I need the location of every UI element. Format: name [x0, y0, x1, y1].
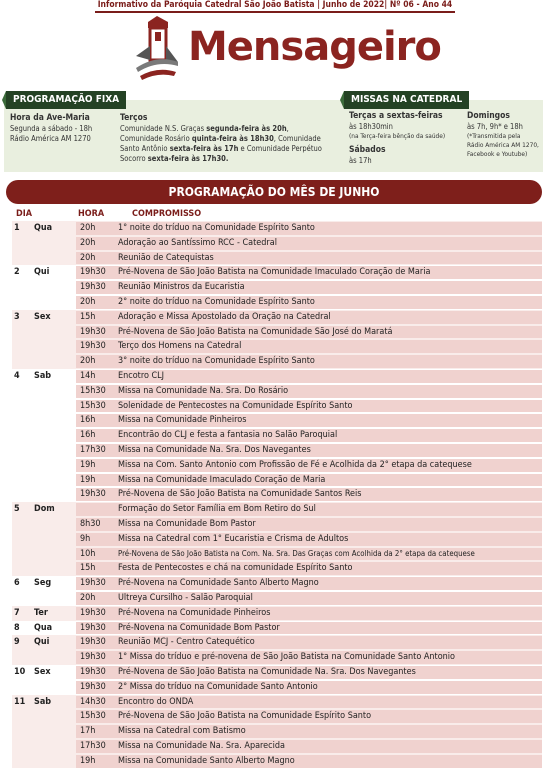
programacao-fixa-tag: PROGRAMAÇÃO FIXA: [6, 91, 126, 109]
ave-maria-schedule: Segunda a sábado - 18h: [10, 124, 93, 133]
row-hour: 19h: [76, 459, 120, 472]
domingos-note-2: Rádio América AM 1270,: [467, 141, 539, 149]
row-event: Missa na Comunidade Pinheiros: [114, 414, 542, 427]
tercos-title: Terços: [120, 113, 148, 123]
row-weekday: Qua: [34, 622, 53, 633]
row-hour: 17h: [76, 725, 120, 738]
sabados-time: às 17h: [349, 156, 372, 165]
schedule-row: [12, 339, 542, 354]
row-day: 5: [14, 504, 20, 515]
topline-divider: [95, 11, 455, 13]
schedule-row: [12, 695, 542, 710]
tercos-line-2: [120, 134, 322, 144]
schedule-row: [12, 635, 542, 650]
row-event: Festa de Pentecostes e chá na comunidade Espírito Santo: [114, 562, 542, 575]
tercos-line-3: [120, 144, 322, 154]
sabados-title: Sábados: [349, 145, 386, 155]
schedule-row: [12, 680, 542, 695]
row-event: Missa na Comunidade Na. Sra. Do Rosário: [114, 385, 542, 398]
schedule-row: [12, 280, 542, 295]
row-hour: 19h30: [76, 488, 120, 501]
row-hour: 9h: [76, 533, 120, 546]
schedule-row: [12, 487, 542, 502]
row-day: 4: [14, 371, 20, 381]
row-hour: 15h: [76, 311, 120, 324]
schedule-row: [12, 221, 542, 236]
domingos-times: às 7h, 9h* e 18h: [467, 122, 523, 131]
row-event: Ultreya Cursilho - Salão Paroquial: [114, 592, 542, 605]
row-hour: 10h: [76, 548, 120, 561]
row-hour: 17h30: [76, 444, 120, 457]
missas-catedral-tag: MISSAS NA CATEDRAL: [344, 91, 469, 109]
row-event: Missa na Comunidade Imaculado Coração de Maria: [114, 474, 542, 487]
row-hour: 20h: [76, 222, 120, 235]
row-event: Encontrão do CLJ e festa a fantasia no Salão Paroquial: [114, 429, 542, 442]
row-event: Pré-Novena de São João Batista na Comunidade Santos Reis: [114, 488, 542, 501]
domingos-note-3: Facebook e Youtube): [467, 150, 528, 158]
row-hour: 19h30: [76, 622, 120, 635]
row-event: Pré-Novena de São João Batista na Comunidade Imaculado Coração de Maria: [114, 266, 542, 279]
row-hour: 19h: [76, 755, 120, 768]
row-hour: 19h30: [76, 636, 120, 649]
row-day: 7: [14, 607, 20, 618]
schedule-row: [12, 576, 542, 591]
domingos-note-1: (*Transmitida pela: [467, 132, 521, 140]
row-event: Reunião de Catequistas: [114, 252, 542, 265]
schedule-row: [12, 665, 542, 680]
row-event: Pré-Novena na Comunidade Pinheiros: [114, 607, 542, 620]
tercos-time: quinta-feira às 18h30: [191, 134, 274, 143]
row-hour: 19h30: [76, 340, 120, 353]
row-event: 2° Missa do tríduo na Comunidade Santo Antonio: [114, 681, 542, 694]
row-event: Pré-Novena na Comunidade Bom Pastor: [114, 622, 542, 635]
row-event: Adoração ao Santíssimo RCC - Catedral: [114, 237, 542, 250]
schedule-row: [12, 443, 542, 458]
row-hour: 19h30: [76, 281, 120, 294]
row-hour: 19h: [76, 474, 120, 487]
row-hour: 15h30: [76, 710, 120, 723]
row-event: 3° noite do tríduo na Comunidade Espírito Santo: [114, 355, 542, 368]
row-hour: 19h30: [76, 681, 120, 694]
row-event: Encotro CLJ: [114, 370, 542, 383]
schedule-row: [12, 561, 542, 576]
row-event: Missa na Comunidade Santo Alberto Magno: [114, 755, 542, 768]
row-day: 6: [14, 578, 20, 589]
row-hour: 20h: [76, 592, 120, 605]
row-event: Encontro do ONDA: [114, 696, 542, 709]
row-event: 2° noite do tríduo na Comunidade Espírito Santo: [114, 296, 542, 309]
tercos-text: Santo Antônio: [120, 144, 170, 153]
tercos-text: ,: [286, 124, 289, 133]
schedule-row: [12, 354, 542, 369]
domingos-title: Domingos: [467, 111, 510, 121]
schedule-row: [12, 650, 542, 665]
row-weekday: Ter: [34, 607, 48, 618]
tercos-text: , Comunidade: [273, 134, 321, 143]
row-hour: 19h30: [76, 666, 120, 679]
row-weekday: Qui: [34, 267, 50, 278]
row-day: 10: [14, 667, 26, 677]
schedule-row: [12, 473, 542, 488]
col-compromisso: COMPROMISSO: [132, 209, 202, 219]
tercos-line-1: [120, 124, 322, 134]
schedule-row: [12, 606, 542, 621]
schedule-row: [12, 310, 542, 325]
tercas-block: [349, 111, 445, 166]
row-weekday: Sex: [34, 311, 51, 322]
tercos-time: sexta-feira às 17h: [169, 144, 239, 153]
tercas-time: às 18h30min: [349, 122, 393, 131]
schedule-row: [12, 502, 542, 517]
row-event: Missa na Comunidade Bom Pastor: [114, 518, 542, 531]
row-day: 2: [14, 267, 20, 278]
row-event: Pré-Novena de São João Batista na Comunidade Na. Sra. Dos Navegantes: [114, 666, 542, 679]
row-weekday: Qua: [34, 223, 53, 233]
schedule-row: [12, 384, 542, 399]
row-hour: 20h: [76, 237, 120, 250]
row-event: Pré-Novena na Comunidade Santo Alberto Magno: [114, 577, 542, 590]
schedule-row: [12, 251, 542, 266]
domingos-block: [467, 111, 539, 159]
tercos-text: Socorro: [120, 154, 148, 163]
row-hour: 19h30: [76, 266, 120, 279]
schedule-row: [12, 754, 542, 768]
tercos-text: e Comunidade Perpétuo: [238, 144, 322, 153]
tercos-text: Comunidade N.S. Graças: [120, 124, 207, 133]
row-event: Solenidade de Pentecostes na Comunidade Espírito Santo: [114, 400, 542, 413]
tercos-line-4: [120, 154, 322, 164]
schedule-row: [12, 458, 542, 473]
schedule-row: [12, 547, 542, 562]
row-weekday: Qui: [34, 637, 50, 648]
row-event: Pré-Novena de São João Batista na Com. Na. Sra. Das Graças com Acolhida da 2° etapa da catequese: [114, 548, 542, 561]
tercos-time: segunda-feira às 20h: [206, 124, 287, 133]
schedule-row: [12, 709, 542, 724]
row-weekday: Sex: [34, 667, 51, 677]
row-hour: 8h30: [76, 518, 120, 531]
row-hour: 15h30: [76, 385, 120, 398]
schedule-row: [12, 428, 542, 443]
col-dia: DIA: [16, 209, 33, 219]
tercas-title: Terças a sextas-feiras: [349, 111, 443, 121]
row-event: Missa na Com. Santo Antonio com Profissão de Fé e Acolhida da 2° etapa da catequese: [114, 459, 542, 472]
row-hour: 14h30: [76, 696, 120, 709]
newsletter-title: Mensageiro: [188, 24, 441, 70]
row-event: Reunião MCJ - Centro Catequético: [114, 636, 542, 649]
ave-maria-block: [10, 113, 92, 144]
row-weekday: Seg: [34, 578, 52, 589]
schedule-row: [12, 517, 542, 532]
row-hour: 16h: [76, 429, 120, 442]
masthead-topline: Informativo da Paróquia Catedral São João Batista | Junho de 2022| Nº 06 - Ano 44: [97, 0, 453, 10]
row-event: Pré-Novena de São João Batista na Comunidade São José do Maratá: [114, 326, 542, 339]
row-event: 1° noite do tríduo na Comunidade Espírito Santo: [114, 222, 542, 235]
row-hour: 19h30: [76, 651, 120, 664]
row-hour: 16h: [76, 414, 120, 427]
row-event: Terço dos Homens na Catedral: [114, 340, 542, 353]
row-event: Reunião Ministros da Eucaristia: [114, 281, 542, 294]
row-hour: 20h: [76, 355, 120, 368]
row-weekday: Sab: [34, 371, 52, 381]
row-hour: 20h: [76, 296, 120, 309]
schedule-row: [12, 724, 542, 739]
ave-maria-station: Rádio América AM 1270: [10, 134, 91, 143]
schedule-row: [12, 739, 542, 754]
schedule-row: [12, 236, 542, 251]
tercas-note: (na Terça-feira bênção da saúde): [349, 132, 446, 140]
schedule-row: [12, 591, 542, 606]
tercos-text: Comunidade Rosário: [120, 134, 192, 143]
row-hour: 14h: [76, 370, 120, 383]
tercos-time: sexta-feira às 17h30.: [147, 154, 229, 163]
row-day: 8: [14, 622, 20, 633]
row-hour: 15h: [76, 562, 120, 575]
schedule-row: [12, 325, 542, 340]
row-hour: 19h30: [76, 577, 120, 590]
schedule-row: [12, 295, 542, 310]
row-hour: 19h30: [76, 326, 120, 339]
ave-maria-title: Hora da Ave-Maria: [10, 113, 90, 123]
schedule-row: [12, 532, 542, 547]
row-event: Missa na Catedral com Batismo: [114, 725, 542, 738]
schedule-row: [12, 413, 542, 428]
row-event: 1° Missa do tríduo e pré-novena de São João Batista na Comunidade Santo Antonio: [114, 651, 542, 664]
row-event: Adoração e Missa Apostolado da Oração na Catedral: [114, 311, 542, 324]
tercos-block: [120, 113, 322, 164]
row-event: Missa na Comunidade Na. Sra. Aparecida: [114, 740, 542, 753]
row-hour: 19h30: [76, 607, 120, 620]
row-event: Missa na Comunidade Na. Sra. Dos Navegantes: [114, 444, 542, 457]
schedule-row: [12, 369, 542, 384]
row-weekday: Dom: [34, 504, 55, 515]
row-event: Missa na Catedral com 1° Eucaristia e Crisma de Adultos: [114, 533, 542, 546]
row-event: Pré-Novena de São João Batista na Comunidade Espírito Santo: [114, 710, 542, 723]
row-hour: 20h: [76, 252, 120, 265]
row-event: Formação do Setor Família em Bom Retiro do Sul: [114, 503, 542, 516]
col-hora: HORA: [78, 209, 105, 219]
row-day: 3: [14, 311, 20, 322]
row-weekday: Sab: [34, 696, 52, 707]
row-day: 11: [14, 696, 26, 707]
cathedral-logo-icon: [134, 16, 180, 82]
month-banner: PROGRAMAÇÃO DO MÊS DE JUNHO: [6, 180, 542, 204]
schedule-row: [12, 265, 542, 280]
row-hour: 15h30: [76, 400, 120, 413]
schedule-row: [12, 399, 542, 414]
row-day: 1: [14, 223, 20, 233]
schedule-row: [12, 621, 542, 636]
row-hour: 17h30: [76, 740, 120, 753]
row-day: 9: [14, 637, 20, 648]
